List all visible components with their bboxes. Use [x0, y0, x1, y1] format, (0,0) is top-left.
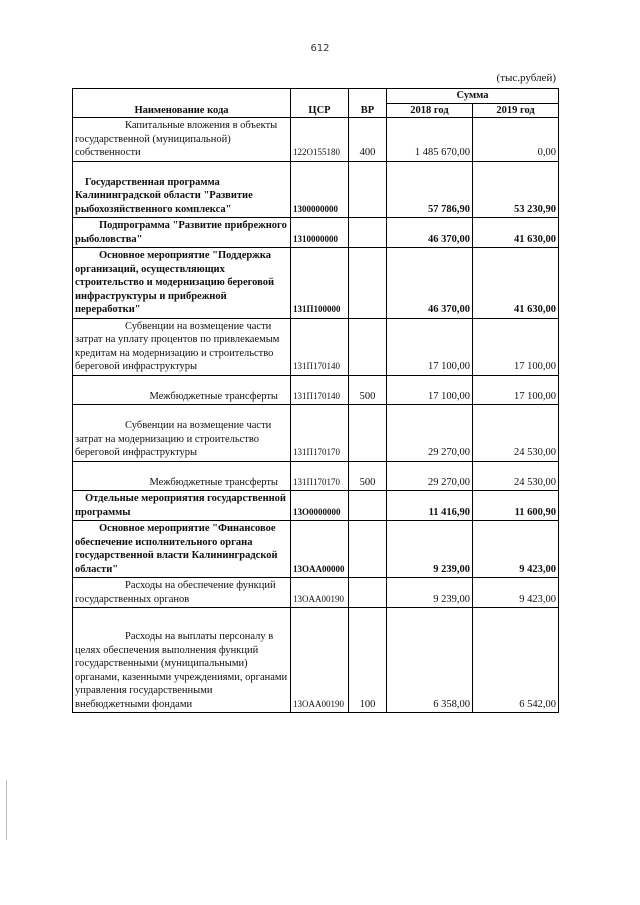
header-year-2019: 2019 год	[473, 103, 559, 118]
row-sum-2019: 41 630,00	[473, 248, 559, 319]
table-row	[73, 578, 559, 608]
row-name: Основное мероприятие "Поддержка организаций, осуществляющих строительство и модернизацию береговой инфраструктуры и прибрежной переработки"	[73, 248, 291, 319]
row-vr: 100	[349, 608, 387, 713]
table-row	[73, 405, 559, 462]
row-vr	[349, 318, 387, 375]
row-sum-2019: 24 530,00	[473, 461, 559, 491]
row-csr: 1310000000	[291, 218, 349, 248]
page-number: 612	[310, 43, 330, 54]
row-vr	[349, 248, 387, 319]
row-name: Расходы на обеспечение функций государственных органов	[73, 578, 291, 608]
row-vr: 400	[349, 118, 387, 162]
header-csr: ЦСР	[291, 89, 349, 118]
row-name: Капитальные вложения в объекты государственной (муниципальной) собственности	[73, 118, 291, 162]
row-vr	[349, 578, 387, 608]
row-name: Субвенции на возмещение части затрат на уплату процентов по привлекаемым кредитам на модернизацию и строительство береговой инфраструктуры	[73, 318, 291, 375]
table-row	[73, 608, 559, 713]
row-sum-2019: 53 230,90	[473, 161, 559, 218]
row-name: Межбюджетные трансферты	[73, 461, 291, 491]
row-csr: 131П170140	[291, 318, 349, 375]
table-row	[73, 161, 559, 218]
row-csr: 13O0000000	[291, 491, 349, 521]
row-sum-2018: 29 270,00	[387, 405, 473, 462]
table-row	[73, 461, 559, 491]
units-label: (тыс.рублей)	[496, 72, 556, 84]
row-sum-2018: 46 370,00	[387, 218, 473, 248]
row-sum-2019: 11 600,90	[473, 491, 559, 521]
header-vr: ВР	[349, 89, 387, 118]
table-row	[73, 318, 559, 375]
row-vr	[349, 218, 387, 248]
row-sum-2019: 0,00	[473, 118, 559, 162]
row-sum-2018: 1 485 670,00	[387, 118, 473, 162]
row-vr	[349, 521, 387, 578]
budget-table	[72, 88, 559, 713]
row-sum-2019: 17 100,00	[473, 318, 559, 375]
row-sum-2019: 6 542,00	[473, 608, 559, 713]
row-sum-2018: 17 100,00	[387, 375, 473, 405]
row-name: Межбюджетные трансферты	[73, 375, 291, 405]
row-vr	[349, 491, 387, 521]
row-name: Субвенции на возмещение части затрат на модернизацию и строительство береговой инфраструктуры	[73, 405, 291, 462]
row-vr: 500	[349, 375, 387, 405]
row-csr: 131П100000	[291, 248, 349, 319]
row-vr	[349, 405, 387, 462]
row-csr: 1300000000	[291, 161, 349, 218]
row-csr: 131П170170	[291, 405, 349, 462]
table-row	[73, 218, 559, 248]
row-sum-2019: 9 423,00	[473, 578, 559, 608]
row-sum-2018: 9 239,00	[387, 521, 473, 578]
row-sum-2018: 6 358,00	[387, 608, 473, 713]
row-sum-2018: 57 786,90	[387, 161, 473, 218]
row-sum-2019: 17 100,00	[473, 375, 559, 405]
scan-margin-mark	[6, 780, 7, 840]
row-name: Государственная программа Калининградской области "Развитие рыбохозяйственного комплекса"	[73, 161, 291, 218]
row-sum-2018: 17 100,00	[387, 318, 473, 375]
row-csr: 131П170140	[291, 375, 349, 405]
row-csr: 13OАА00000	[291, 521, 349, 578]
row-sum-2019: 9 423,00	[473, 521, 559, 578]
row-csr: 122O155180	[291, 118, 349, 162]
row-sum-2018: 9 239,00	[387, 578, 473, 608]
row-vr	[349, 161, 387, 218]
header-name: Наименование кода	[73, 89, 291, 118]
row-vr: 500	[349, 461, 387, 491]
table-row	[73, 375, 559, 405]
row-name: Расходы на выплаты персоналу в целях обеспечения выполнения функций государственными (муниципальными) органами, казенными учреждениями, органами управления государственными внебюджетными фондами	[73, 608, 291, 713]
table-row	[73, 521, 559, 578]
row-sum-2019: 41 630,00	[473, 218, 559, 248]
row-name: Подпрограмма "Развитие прибрежного рыболовства"	[73, 218, 291, 248]
table-row	[73, 491, 559, 521]
row-name: Основное мероприятие "Финансовое обеспечение исполнительного органа государственной власти Калининградской области"	[73, 521, 291, 578]
row-sum-2019: 24 530,00	[473, 405, 559, 462]
row-csr: 13OАА00190	[291, 608, 349, 713]
row-sum-2018: 46 370,00	[387, 248, 473, 319]
table-row	[73, 118, 559, 162]
row-sum-2018: 29 270,00	[387, 461, 473, 491]
row-name: Отдельные мероприятия государственной программы	[73, 491, 291, 521]
row-sum-2018: 11 416,90	[387, 491, 473, 521]
row-csr: 131П170170	[291, 461, 349, 491]
table-row	[73, 248, 559, 319]
row-csr: 13OАА00190	[291, 578, 349, 608]
header-sum: Сумма	[387, 89, 559, 104]
header-year-2018: 2018 год	[387, 103, 473, 118]
